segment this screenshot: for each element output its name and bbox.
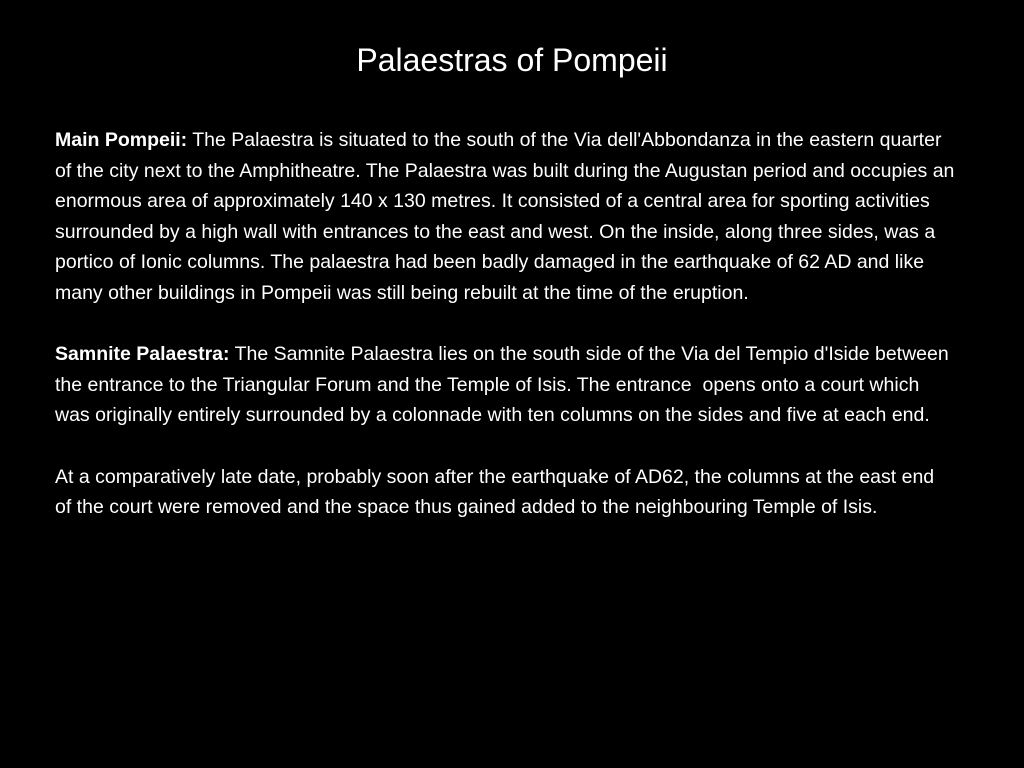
paragraph-samnite-palaestra xyxy=(55,339,955,431)
paragraph-text: The Samnite Palaestra lies on the south side of the Via del Tempio d'Iside between the entrance to the Triangular Forum and the Temple of Isis. The entrance opens onto a court which was originally entirely surrounded by a colonnade with ten columns on the sides and five at each end. xyxy=(55,343,955,427)
slide-body xyxy=(55,125,955,553)
paragraph-late-date xyxy=(55,462,955,523)
paragraph-lead: Main Pompeii: xyxy=(55,129,188,151)
slide-title: Palaestras of Pompeii xyxy=(356,42,668,78)
paragraph-lead: Samnite Palaestra: xyxy=(55,343,230,366)
paragraph-text: At a comparatively late date, probably soon after the earthquake of AD62, the columns at the east end of the court were removed and the space thus gained added to the neighbouring Temple of Isis. xyxy=(55,465,935,519)
paragraph-text: The Palaestra is situated to the south of the Via dell'Abbondanza in the eastern quarter of the city next to the Amphitheatre. The Palaestra was built during the Augustan period and occupies an enormous area of approximately 140 x 130 metres. It consisted of a central area for sporting activities surrounded by a high wall with entrances to the east and west. On the inside, along three sides, was a portico of Ionic columns. The palaestra had been badly damaged in the earthquake of 62 AD and like many other buildings in Pompeii was still being rebuilt at the time of the eruption. xyxy=(55,129,955,304)
paragraph-main-pompeii xyxy=(55,125,955,309)
